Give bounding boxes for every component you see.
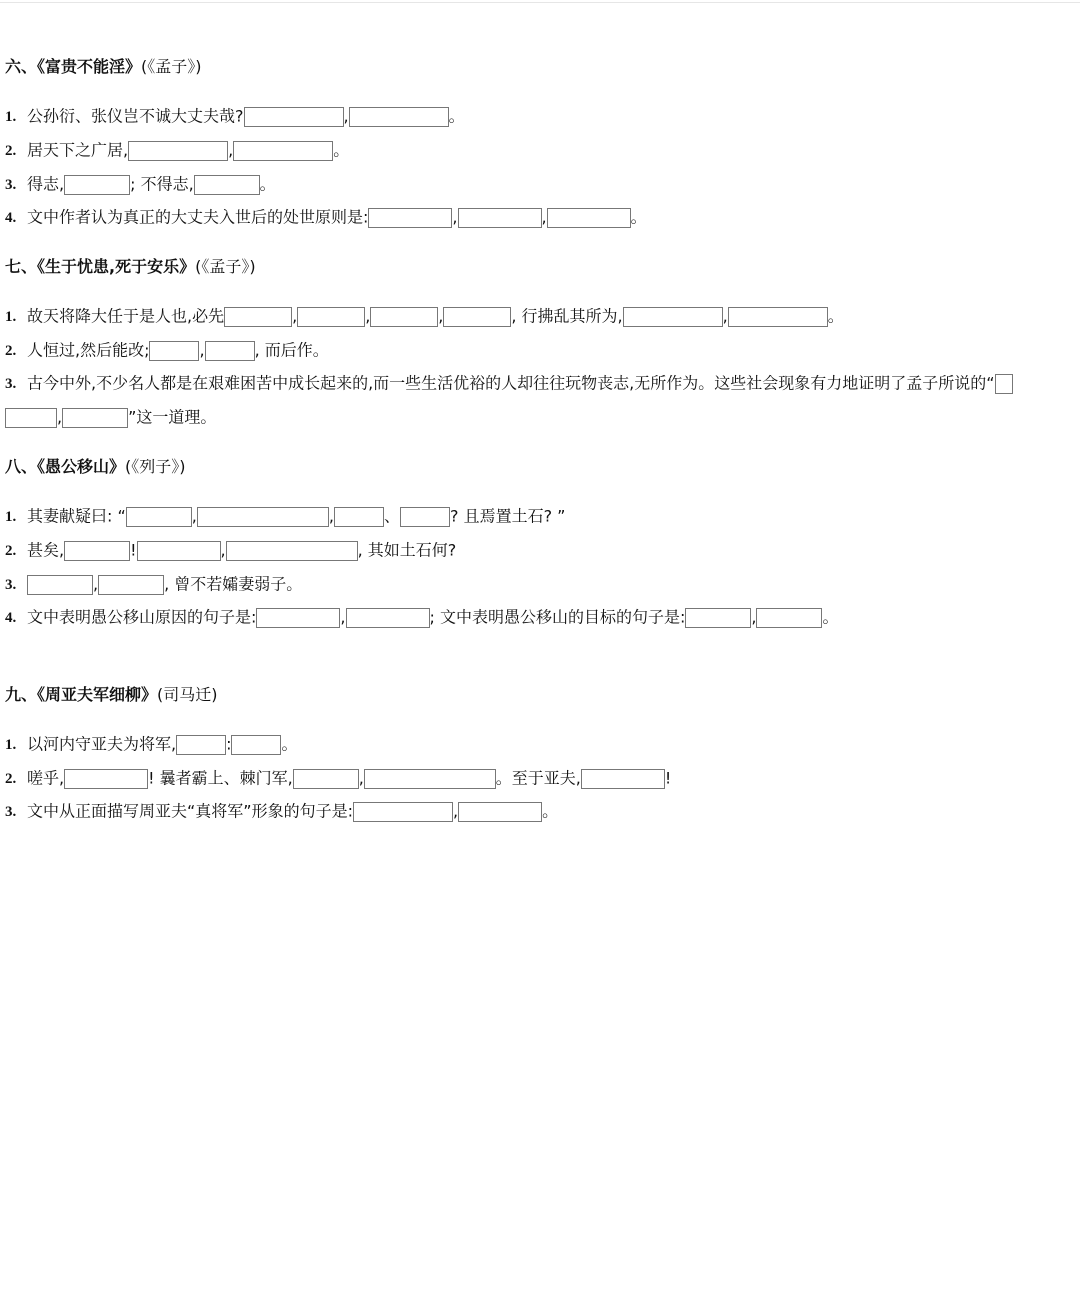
- question-text: :: [226, 734, 232, 754]
- question-text: 甚矣,: [27, 540, 65, 560]
- section-title-text: 九、《周亚夫军细柳》: [5, 685, 158, 704]
- answer-blank[interactable]: [128, 141, 228, 161]
- section-title: [5, 256, 256, 278]
- question-text: 。: [281, 734, 298, 754]
- answer-blank[interactable]: [623, 307, 723, 327]
- question-line: [5, 205, 647, 229]
- question-number: 2.: [5, 142, 17, 159]
- question-text: 。: [827, 306, 844, 326]
- answer-blank[interactable]: [685, 608, 751, 628]
- answer-blank[interactable]: [581, 769, 665, 789]
- section-source: (《列子》): [125, 457, 186, 476]
- answer-blank[interactable]: [64, 541, 130, 561]
- section-title-text: 六、《富贵不能淫》: [5, 57, 142, 76]
- answer-blank[interactable]: [349, 107, 449, 127]
- question-text: , 其如土石何?: [357, 540, 457, 560]
- question-line: [5, 104, 465, 128]
- question-text: ,: [199, 340, 205, 360]
- answer-blank[interactable]: [256, 608, 340, 628]
- answer-blank[interactable]: [458, 208, 542, 228]
- question-text: ,: [220, 540, 226, 560]
- question-text: 居天下之广居,: [27, 140, 129, 160]
- question-line: [5, 172, 276, 196]
- section-title: [5, 56, 202, 78]
- answer-blank[interactable]: [226, 541, 358, 561]
- top-divider: [0, 2, 1080, 3]
- question-text: ,: [292, 306, 298, 326]
- answer-blank[interactable]: [368, 208, 452, 228]
- question-text: , 行拂乱其所为,: [511, 306, 623, 326]
- question-text: ,: [452, 801, 459, 821]
- question-number: 3.: [5, 576, 17, 593]
- question-text: , 而后作。: [254, 340, 329, 360]
- question-number: 3.: [5, 375, 17, 392]
- question-number: 1.: [5, 736, 17, 753]
- answer-blank[interactable]: [194, 175, 260, 195]
- question-text: 嗟乎,: [27, 768, 65, 788]
- question-line: [5, 766, 671, 790]
- question-number: 2.: [5, 542, 17, 559]
- section-title-text: 八、《愚公移山》: [5, 457, 126, 476]
- question-text: 。: [448, 106, 465, 126]
- question-text: ; 文中表明愚公移山的目标的句子是:: [429, 607, 686, 627]
- answer-blank[interactable]: [364, 769, 496, 789]
- answer-blank[interactable]: [293, 769, 359, 789]
- question-line: [5, 732, 298, 756]
- question-text: 。: [542, 801, 559, 821]
- answer-blank[interactable]: [995, 374, 1013, 394]
- question-text: ”这一道理。: [128, 407, 217, 427]
- question-text: ! 曩者霸上、棘门军,: [148, 768, 293, 788]
- answer-blank[interactable]: [5, 408, 57, 428]
- question-number: 1.: [5, 508, 17, 525]
- question-line: [5, 338, 329, 362]
- question-text: ,: [343, 106, 349, 126]
- question-text: 。至于亚夫,: [495, 768, 581, 788]
- question-text: !: [130, 540, 137, 560]
- question-text: ,: [57, 407, 63, 427]
- question-text: , 曾不若孀妻弱子。: [164, 574, 303, 594]
- answer-blank[interactable]: [346, 608, 430, 628]
- question-line: [5, 572, 302, 596]
- question-number: 4.: [5, 609, 17, 626]
- question-number: 2.: [5, 342, 17, 359]
- answer-blank[interactable]: [297, 307, 365, 327]
- question-number: 1.: [5, 108, 17, 125]
- answer-blank[interactable]: [176, 735, 226, 755]
- answer-blank[interactable]: [126, 507, 192, 527]
- question-number: 3.: [5, 176, 17, 193]
- section-title: [5, 456, 186, 478]
- question-line: [5, 538, 456, 562]
- section-source: (《孟子》): [195, 257, 256, 276]
- answer-blank[interactable]: [64, 769, 148, 789]
- question-text: 。: [333, 140, 350, 160]
- answer-blank[interactable]: [224, 307, 292, 327]
- question-text: ,: [438, 306, 444, 326]
- section-source: (司马迁): [157, 685, 218, 704]
- question-text: ,: [340, 607, 346, 627]
- question-text: ; 不得志,: [130, 174, 194, 194]
- question-text: 文中表明愚公移山原因的句子是:: [27, 607, 257, 627]
- answer-blank[interactable]: [756, 608, 822, 628]
- question-text: ,: [328, 506, 334, 526]
- question-text: 。: [630, 207, 647, 227]
- question-line: [5, 371, 1013, 395]
- question-text: 公孙衍、张仪岂不诚大丈夫哉?: [27, 106, 244, 126]
- answer-blank[interactable]: [334, 507, 384, 527]
- question-text: ,: [452, 207, 458, 227]
- question-text: ,: [358, 768, 364, 788]
- answer-blank[interactable]: [197, 507, 329, 527]
- question-text: ,: [365, 306, 371, 326]
- question-line: [5, 504, 565, 528]
- question-text: 人恒过,然后能改;: [27, 340, 150, 360]
- question-text: 得志,: [27, 174, 65, 194]
- answer-blank[interactable]: [728, 307, 828, 327]
- answer-blank[interactable]: [400, 507, 450, 527]
- section-title: [5, 684, 218, 706]
- question-number: 1.: [5, 308, 17, 325]
- question-text: 。: [822, 607, 839, 627]
- answer-blank[interactable]: [64, 175, 130, 195]
- question-text: 。: [259, 174, 276, 194]
- answer-blank[interactable]: [205, 341, 255, 361]
- section-source: (《孟子》): [141, 57, 202, 76]
- question-text: 文中从正面描写周亚夫“真将军”形象的句子是:: [27, 801, 353, 821]
- answer-blank[interactable]: [27, 575, 93, 595]
- answer-blank[interactable]: [233, 141, 333, 161]
- question-number: 2.: [5, 770, 17, 787]
- answer-blank[interactable]: [137, 541, 221, 561]
- answer-blank[interactable]: [547, 208, 631, 228]
- answer-blank[interactable]: [458, 802, 542, 822]
- answer-blank[interactable]: [370, 307, 438, 327]
- question-line: [5, 799, 558, 823]
- question-text: ,: [541, 207, 547, 227]
- answer-blank[interactable]: [149, 341, 199, 361]
- answer-blank[interactable]: [353, 802, 453, 822]
- question-line: [5, 605, 838, 629]
- question-line: [5, 138, 349, 162]
- question-text: 文中作者认为真正的大丈夫入世后的处世原则是:: [27, 207, 369, 227]
- answer-blank[interactable]: [231, 735, 281, 755]
- answer-blank[interactable]: [62, 408, 128, 428]
- question-text: ,: [228, 140, 234, 160]
- question-text: 、: [383, 506, 400, 526]
- question-line: [5, 405, 216, 429]
- question-text: 以河内守亚夫为将军,: [27, 734, 177, 754]
- answer-blank[interactable]: [98, 575, 164, 595]
- question-text: 古今中外,不少名人都是在艰难困苦中成长起来的,而一些生活优裕的人却往往玩物丧志,无所作为。这些社会现象有力地证明了孟子所说的“: [27, 373, 995, 393]
- question-text: !: [664, 768, 672, 788]
- question-number: 3.: [5, 803, 17, 820]
- question-text: ,: [722, 306, 728, 326]
- question-text: 其妻献疑曰: “: [27, 506, 126, 526]
- section-title-text: 七、《生于忧患,死于安乐》: [5, 257, 196, 276]
- question-text: ,: [93, 574, 99, 594]
- question-number: 4.: [5, 209, 17, 226]
- question-text: ? 且焉置土石? ”: [449, 506, 566, 526]
- question-text: ,: [191, 506, 197, 526]
- question-text: 故天将降大任于是人也,必先: [27, 306, 225, 326]
- answer-blank[interactable]: [244, 107, 344, 127]
- question-text: ,: [751, 607, 757, 627]
- answer-blank[interactable]: [443, 307, 511, 327]
- question-line: [5, 304, 844, 328]
